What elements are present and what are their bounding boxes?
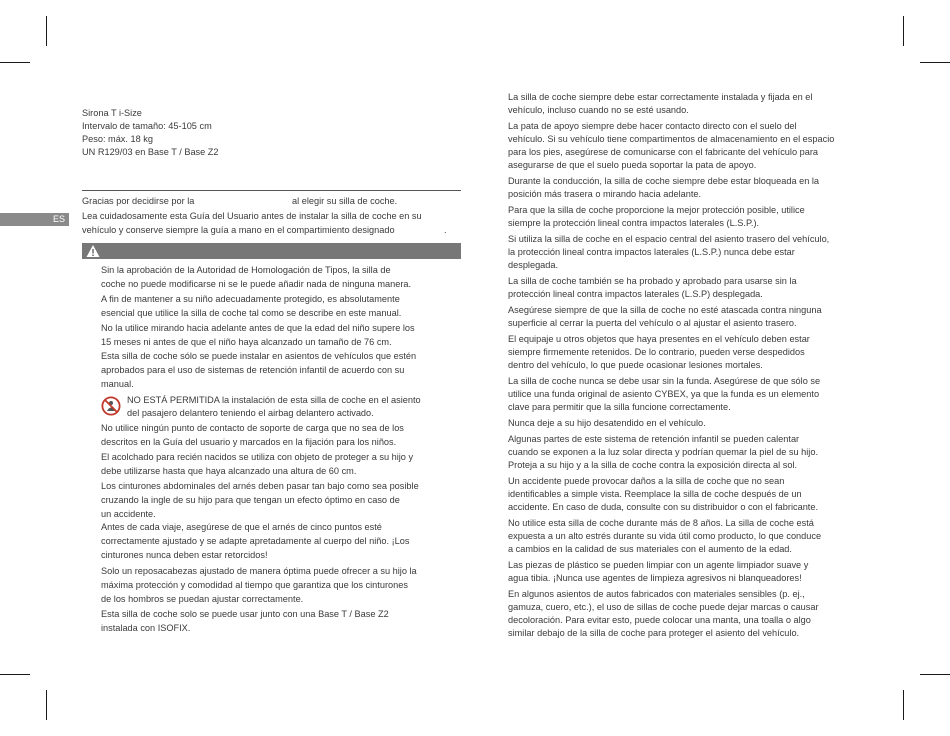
paragraph-line: dentro del vehículo, lo que puede ocasionar lesiones mortales. xyxy=(508,360,763,370)
paragraph-line: expuesta a un alto estrés durante su vida útil como producto, lo que conduce xyxy=(508,531,822,541)
language-tab: ES xyxy=(0,213,69,226)
paragraph-line: Algunas partes de este sistema de retención infantil se pueden calentar xyxy=(508,434,800,444)
paragraph-line: Las piezas de plástico se pueden limpiar con un agente limpiador suave y xyxy=(508,560,809,570)
paragraph-line: cuando se exponen a la luz solar directa y podrían quemar la piel de su hijo. xyxy=(508,447,819,457)
crop-mark xyxy=(0,62,30,63)
paragraph-line: protección lineal contra impactos laterales (L.S.P) desplegada. xyxy=(508,289,763,299)
paragraph-line: clave para permitir que la silla funcione correctamente. xyxy=(508,402,731,412)
paragraph-line: Si utiliza la silla de coche en el espacio central del asiento trasero del vehículo, xyxy=(508,234,830,244)
warning-line: Los cinturones abdominales del arnés deben pasar tan bajo como sea posible xyxy=(101,481,419,491)
warning-line: coche no puede modificarse ni se le puede añadir nada de ninguna manera. xyxy=(101,279,412,289)
paragraph-line: vehículo, incluso cuando no se esté usando. xyxy=(508,105,689,115)
spec-regulation: UN R129/03 en Base T / Base Z2 xyxy=(82,147,219,157)
intro-read-period: . xyxy=(444,225,447,235)
paragraph-line: la protección lineal contra impactos laterales (L.S.P.) nunca debe estar xyxy=(508,247,795,257)
crop-mark xyxy=(46,16,47,46)
paragraph-line: El equipaje u otros objetos que haya presentes en el vehículo deben estar xyxy=(508,334,810,344)
crop-mark xyxy=(903,16,904,46)
paragraph-line: agua tibia. ¡Nunca use agentes de limpieza agresivos ni blanqueadores! xyxy=(508,573,802,583)
paragraph-line: La silla de coche siempre debe estar correctamente instalada y fijada en el xyxy=(508,92,813,102)
divider xyxy=(82,190,461,191)
paragraph-line: Durante la conducción, la silla de coche siempre debe estar bloqueada en la xyxy=(508,176,820,186)
warning-line: de los hombros se puedan ajustar correctamente. xyxy=(101,594,304,604)
paragraph-line: Para que la silla de coche proporcione la mejor protección posible, utilice xyxy=(508,205,805,215)
paragraph-line: En algunos asientos de autos fabricados con materiales sensibles (p. ej., xyxy=(508,589,805,599)
paragraph-line: vehículo. Si su vehículo tiene compartimentos de almacenamiento en el espacio xyxy=(508,134,835,144)
paragraph-line: para los pies, asegúrese de comunicarse con el fabricante del vehículo para xyxy=(508,147,819,157)
paragraph-line: posición más trasera o mirando hacia adelante. xyxy=(508,189,702,199)
no-airbag-icon xyxy=(101,396,121,416)
warning-line: No utilice ningún punto de contacto de soporte de carga que no sea de los xyxy=(101,423,404,433)
warning-line: un accidente. xyxy=(101,509,156,519)
spec-weight: Peso: máx. 18 kg xyxy=(82,134,153,144)
warning-line: máxima protección y comodidad al tiempo que garantiza que los cinturones xyxy=(101,580,408,590)
spec-size: Intervalo de tamaño: 45-105 cm xyxy=(82,121,212,131)
crop-mark xyxy=(920,62,950,63)
paragraph-line: utilice una funda original de asiento CYBEX, ya que la funda es un elemento xyxy=(508,389,820,399)
warning-line: descritos en la Guía del usuario y marcados en la fijación para los niños. xyxy=(101,437,397,447)
crop-mark xyxy=(46,690,47,720)
paragraph-line: No utilice esta silla de coche durante más de 8 años. La silla de coche está xyxy=(508,518,814,528)
warning-line: Esta silla de coche sólo se puede instalar en asientos de vehículos que estén xyxy=(101,351,417,361)
paragraph-line: Proteja a su hijo y a la silla de coche contra la exposición directa al sol. xyxy=(508,460,798,470)
paragraph-line: asegurarse de que el suelo pueda soportar la pata de apoyo. xyxy=(508,160,757,170)
intro-read-line2: vehículo y conserve siempre la guía a mano en el compartimiento designado xyxy=(82,225,395,235)
intro-read-line1: Lea cuidadosamente esta Guía del Usuario antes de instalar la silla de coche en su xyxy=(82,211,422,221)
warning-line: Antes de cada viaje, asegúrese de que el arnés de cinco puntos esté xyxy=(101,522,382,532)
paragraph-line: siempre firmemente retenidos. De lo contrario, pueden verse despedidos xyxy=(508,347,805,357)
crop-mark xyxy=(903,690,904,720)
warning-line: cinturones nunca deben estar retorcidos! xyxy=(101,550,268,560)
warning-line: El acolchado para recién nacidos se utiliza con objeto de proteger a su hijo y xyxy=(101,452,414,462)
paragraph-line: Un accidente puede provocar daños a la silla de coche que no sean xyxy=(508,476,785,486)
paragraph-line: decoloración. Para evitar esto, puede colocar una manta, una toalla o algo xyxy=(508,615,811,625)
paragraph-line: siempre la protección lineal contra impactos laterales (L.S.P.). xyxy=(508,218,760,228)
warning-line: del pasajero delantero teniendo el airbag delantero activado. xyxy=(127,408,374,418)
warning-caps: NO ESTÁ PERMITIDA xyxy=(127,395,220,405)
paragraph-line: identificables a simple vista. Reemplace la silla de coche después de un xyxy=(508,489,802,499)
warning-icon xyxy=(86,244,100,258)
warning-header xyxy=(82,243,461,259)
crop-mark xyxy=(0,674,30,675)
warning-line: correctamente ajustado y se adapte apretadamente al cuerpo del niño. ¡Los xyxy=(101,536,410,546)
paragraph-line: Asegúrese siempre de que la silla de coche no esté atascada contra ninguna xyxy=(508,305,822,315)
warning-line: esencial que utilice la silla de coche tal como se describe en este manual. xyxy=(101,308,402,318)
paragraph-line: superficie al cerrar la puerta del vehículo o al ajustar el asiento trasero. xyxy=(508,318,797,328)
paragraph-line: Nunca deje a su hijo desatendido en el vehículo. xyxy=(508,418,706,428)
warning-line: instalada con ISOFIX. xyxy=(101,623,191,633)
paragraph-line: a cambios en la calidad de sus materiales con el aumento de la edad. xyxy=(508,544,792,554)
paragraph-line: accidente. En caso de duda, consulte con su distribuidor o con el fabricante. xyxy=(508,502,819,512)
warning-line: Esta silla de coche solo se puede usar junto con una Base T / Base Z2 xyxy=(101,609,389,619)
paragraph-line: La silla de coche nunca se debe usar sin la funda. Asegúrese de que sólo se xyxy=(508,376,821,386)
intro-thanks-a: Gracias por decidirse por la xyxy=(82,196,195,206)
warning-line: A fin de mantener a su niño adecuadamente protegido, es absolutamente xyxy=(101,294,400,304)
warning-line: manual. xyxy=(101,379,134,389)
warning-line: aprobados para el uso de sistemas de retención infantil de acuerdo con su xyxy=(101,365,405,375)
paragraph-line: desplegada. xyxy=(508,260,559,270)
paragraph-line: La pata de apoyo siempre debe hacer contacto directo con el suelo del xyxy=(508,121,797,131)
warning-line: cruzando la ingle de su hijo para que tengan un efecto óptimo en caso de xyxy=(101,495,400,505)
paragraph-line: similar debajo de la silla de coche para proteger el asiento del vehículo. xyxy=(508,628,800,638)
warning-line: debe utilizarse hasta que haya alcanzado una altura de 60 cm. xyxy=(101,466,357,476)
warning-line: Solo un reposacabezas ajustado de manera óptima puede ofrecer a su hijo la xyxy=(101,566,417,576)
intro-thanks-b: al elegir su silla de coche. xyxy=(292,196,398,206)
paragraph-line: gamuza, cuero, etc.), el uso de sillas de coche puede dejar marcas o causar xyxy=(508,602,819,612)
warning-caps-rest: la instalación de esta silla de coche en el asiento xyxy=(221,395,421,405)
spec-model: Sirona T i-Size xyxy=(82,108,142,118)
crop-mark xyxy=(920,674,950,675)
warning-line: 15 meses ni antes de que el niño haya alcanzado un tamaño de 76 cm. xyxy=(101,337,392,347)
warning-line: Sin la aprobación de la Autoridad de Homologación de Tipos, la silla de xyxy=(101,265,391,275)
paragraph-line: La silla de coche también se ha probado y aprobado para usarse sin la xyxy=(508,276,797,286)
warning-line: No la utilice mirando hacia adelante antes de que la edad del niño supere los xyxy=(101,323,415,333)
